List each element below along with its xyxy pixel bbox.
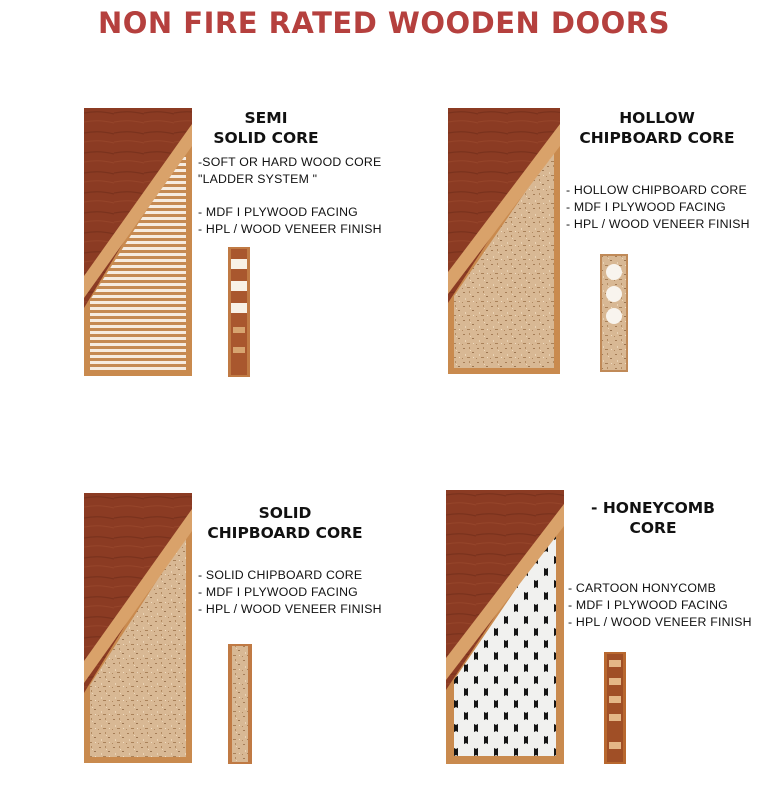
cross-section-honeycomb-core (604, 652, 626, 764)
heading-semi-solid-core: SEMI SOLID CORE (213, 109, 319, 147)
bullets-honeycomb-core: - CARTOON HONYCOMB - MDF I PLYWOOD FACING - HPL / WOOD VENEER FINISH (568, 581, 752, 629)
door-illustration-semi-solid-core (84, 108, 192, 376)
door-illustration-hollow-chipboard-core (448, 108, 560, 374)
cross-section-semi-solid-core (228, 247, 250, 377)
door-illustration-solid-chipboard-core (84, 493, 192, 763)
door-illustration-honeycomb-core (446, 490, 564, 764)
bullets-semi-solid-core: -SOFT OR HARD WOOD CORE "LADDER SYSTEM " - MDF I PLYWOOD FACING - HPL / WOOD VENEER FINISH (198, 155, 382, 236)
heading-solid-chipboard-core: SOLID CHIPBOARD CORE (207, 504, 363, 542)
heading-hollow-chipboard-core: HOLLOW CHIPBOARD CORE (579, 109, 735, 147)
cross-section-solid-chipboard-core (228, 644, 252, 764)
bullets-solid-chipboard-core: - SOLID CHIPBOARD CORE - MDF I PLYWOOD FACING - HPL / WOOD VENEER FINISH (198, 568, 382, 616)
bullets-hollow-chipboard-core: - HOLLOW CHIPBOARD CORE - MDF I PLYWOOD FACING - HPL / WOOD VENEER FINISH (566, 183, 750, 231)
cross-section-hollow-chipboard-core (600, 254, 628, 372)
page-title: NON FIRE RATED WOODEN DOORS (97, 6, 671, 40)
heading-honeycomb-core: - HONEYCOMB CORE (591, 499, 715, 537)
